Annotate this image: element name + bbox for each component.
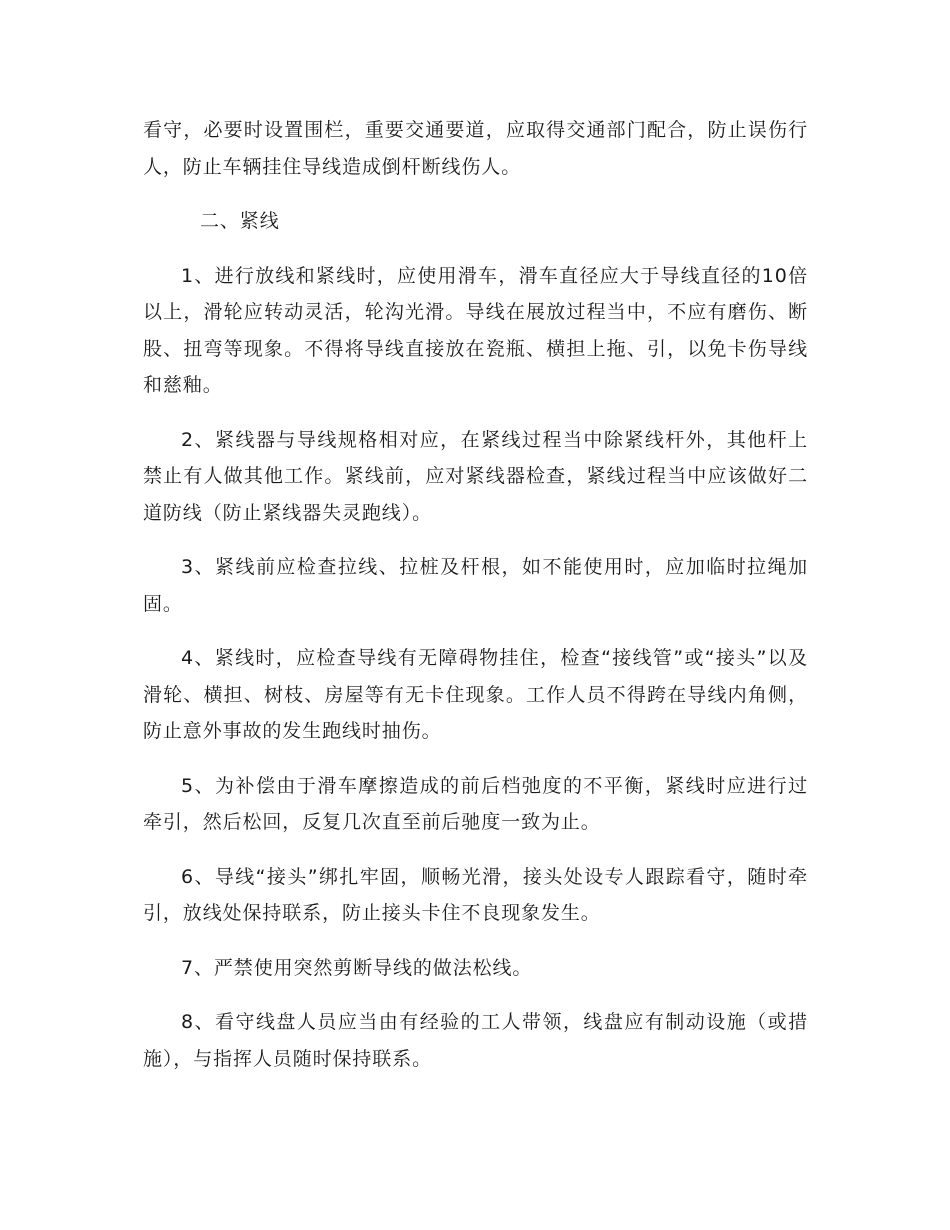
list-item: 5、为补偿由于滑车摩擦造成的前后档弛度的不平衡，紧线时应进行过牵引，然后松回，反复几次直至前后驰度一致为止。 [143, 774, 808, 833]
list-item: 3、紧线前应检查拉线、拉桩及杆根，如不能使用时，应加临时拉绳加固。 [143, 556, 808, 615]
section-heading: 二、紧线 [200, 210, 280, 232]
list-item: 1、进行放线和紧线时，应使用滑车，滑车直径应大于导线直径的10倍以上，滑轮应转动灵活，轮沟光滑。导线在展放过程当中，不应有磨伤、断股、扭弯等现象。不得将导线直接放在瓷瓶、横担上拖、引，以免卡伤导线和慈釉。 [143, 264, 808, 396]
list-item: 7、严禁使用突然剪断导线的做法松线。 [181, 956, 533, 979]
list-item: 4、紧线时，应检查导线有无障碍物挂住，检查“接线管”或“接头”以及滑轮、横担、树枝、房屋等有无卡住现象。工作人员不得跨在导线内角侧，防止意外事故的发生跑线时抽伤。 [143, 647, 808, 742]
list-item: 2、紧线器与导线规格相对应，在紧线过程当中除紧线杆外，其他杆上禁止有人做其他工作。紧线前，应对紧线器检查，紧线过程当中应该做好二道防线（防止紧线器失灵跑线）。 [143, 428, 808, 524]
list-item: 8、看守线盘人员应当由有经验的工人带领，线盘应有制动设施（或措施），与指挥人员随时保持联系。 [143, 1011, 808, 1070]
continuation-paragraph: 看守，必要时设置围栏，重要交通要道，应取得交通部门配合，防止误伤行人，防止车辆挂住导线造成倒杆断线伤人。 [143, 119, 808, 178]
list-item: 6、导线“接头”绑扎牢固，顺畅光滑，接头处设专人跟踪看守，随时牵引，放线处保持联系，防止接头卡住不良现象发生。 [143, 865, 808, 924]
document-body [143, 112, 808, 1095]
